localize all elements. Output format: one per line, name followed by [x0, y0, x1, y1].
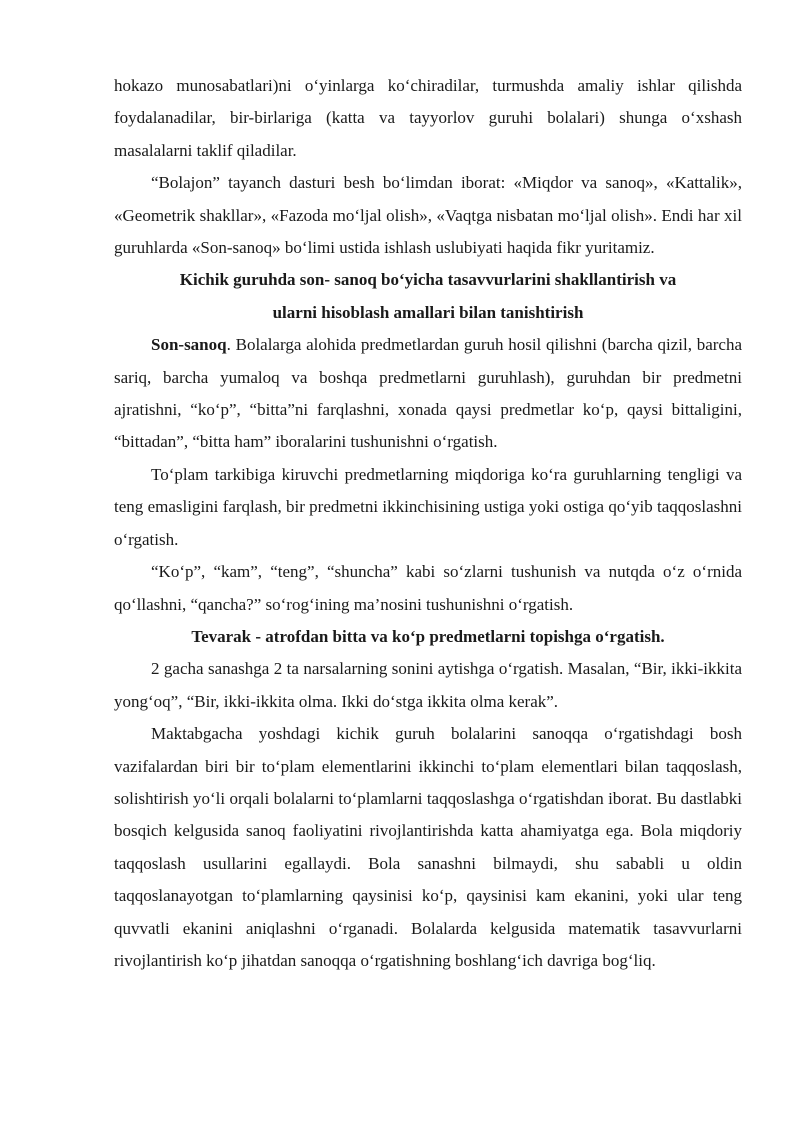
section-heading-line-1: Kichik guruhda son- sanoq bo‘yicha tasavvurlarini shakllantirish va — [179, 270, 677, 290]
paragraph-counting-two: 2 gacha sanashga 2 ta narsalarning sonini aytishga o‘rgatish. Masalan, “Bir, ikki-ikkita yong‘oq”, “Bir, ikki-ikkita olma. Ikki do‘stga ikkita olma kerak”. — [114, 659, 742, 711]
paragraph-lead-term: Son-sanoq — [151, 335, 227, 355]
document-page — [114, 70, 742, 977]
section-heading-small-group — [114, 264, 742, 329]
paragraph-continuation: hokazo munosabatlari)ni o‘yinlarga ko‘chiradilar, turmushda amaliy ishlar qilishda foydalanadilar, bir-birlariga (katta va tayyorlov guruhi bolalari) shunga o‘xshash masalalarni taklif qiladilar. — [114, 76, 742, 160]
section-heading-surroundings: Tevarak - atrofdan bitta va ko‘p predmetlarni topishga o‘rgatish. — [191, 626, 665, 646]
paragraph-son-sanoq — [114, 329, 742, 459]
paragraph-main-tasks: Maktabgacha yoshdagi kichik guruh bolalarini sanoqqa o‘rgatishdagi bosh vazifalardan biri bir to‘plam elementlarini ikkinchi to‘plam elementlari bilan taqqoslash, solishtirish yo‘li orqali bolalarni to‘plamlarni taqqoslashga o‘rgatishdan iborat. Bu dastlabki bosqich kelgusida sanoq faoliyatini rivojlantirishda katta ahamiyatga ega. Bola miqdoriy taqqoslash usullarini egallaydi. Bola sanashni bilmaydi, shu sababli u oldin taqqoslanayotgan to‘plamlarning qaysinisi ko‘p, qaysinisi kam ekanini, yoki ular teng quvvatli ekanini aniqlashni o‘rganadi. Bolalarda kelgusida matematik tasavvurlarni rivojlantirish ko‘p jihatdan sanoqqa o‘rgatishning boshlang‘ich davriga bog‘liq. — [114, 724, 742, 970]
paragraph-words-usage: “Ko‘p”, “kam”, “teng”, “shuncha” kabi so‘zlarni tushunish va nutqda o‘z o‘rnida qo‘llashni, “qancha?” so‘rog‘ining ma’nosini tushunishni o‘rgatish. — [114, 562, 742, 614]
paragraph-set-comparison: To‘plam tarkibiga kiruvchi predmetlarning miqdoriga ko‘ra guruhlarning tengligi va teng emasligini farqlash, bir predmetni ikkinchisining ustiga yoki ostiga qo‘yib taqqoslashni o‘rgatish. — [114, 464, 742, 549]
section-heading-line-2: ularni hisoblash amallari bilan tanishtirish — [272, 302, 584, 322]
paragraph-program-sections: “Bolajon” tayanch dasturi besh bo‘limdan iborat: «Miqdor va sanoq», «Kattalik», «Geometrik shakllar», «Fazoda mo‘ljal olish», «Vaqtga nisbatan mo‘ljal olish». Endi har xil guruhlarda «Son-sanoq» bo‘limi ustida ishlash uslubiyati haqida fikr yuritamiz. — [114, 173, 742, 258]
paragraph-son-sanoq-text: . Bolalarga alohida predmetlardan guruh hosil qilishni (barcha qizil, barcha sariq, barcha yumaloq va boshqa predmetlarni guruhlash), guruhdan bir predmetni ajratishni, “ko‘p”, “bitta”ni farqlashni, xonada qaysi predmetlar ko‘p, qaysi bittaligini, “bittadan”, “bitta ham” iboralarini tushunishni o‘rgatish. — [114, 335, 742, 452]
